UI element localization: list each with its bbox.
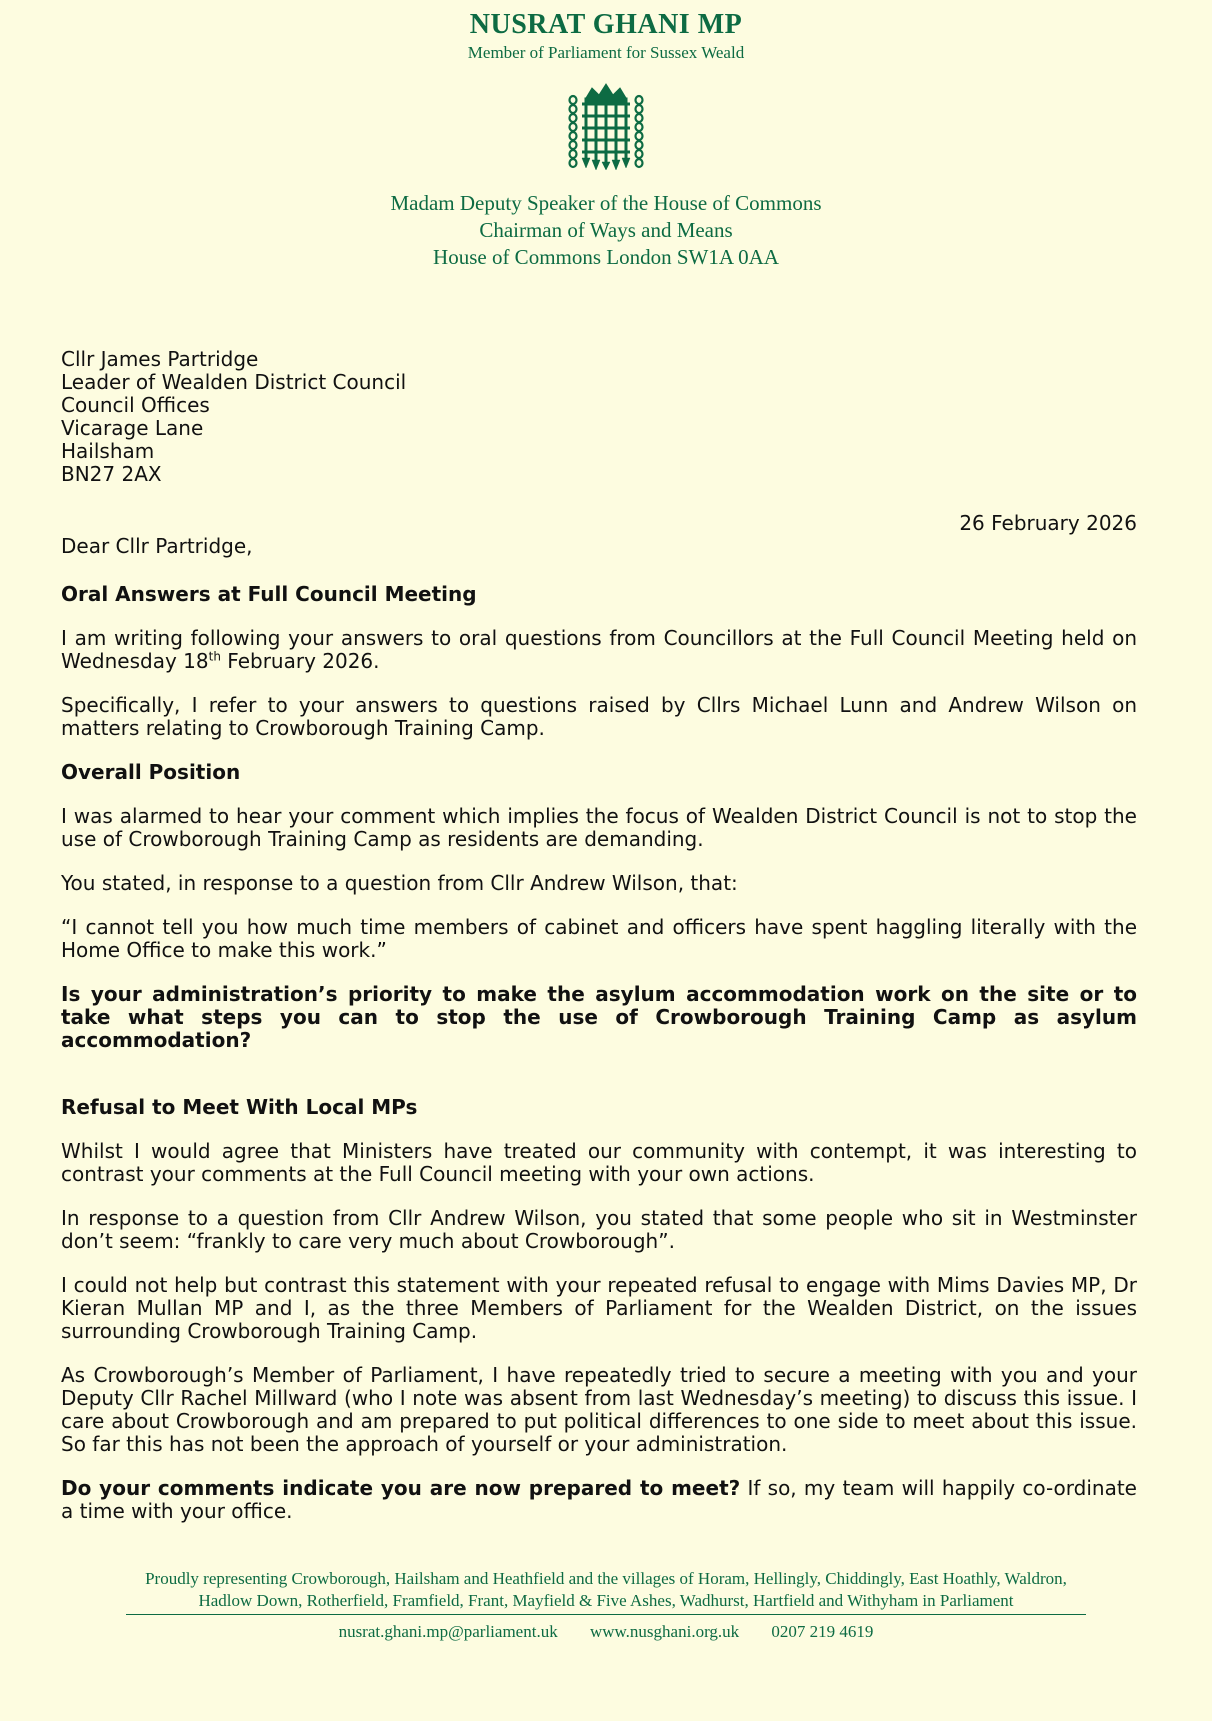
section-heading: Overall Position <box>61 760 241 784</box>
address-line: Hailsham <box>61 439 155 463</box>
mp-role: Member of Parliament for Sussex Weald <box>467 43 745 62</box>
letter-body <box>61 535 1137 1523</box>
footer <box>0 1568 1212 1643</box>
paragraph: You stated, in response to a question from Cllr Andrew Wilson, that: <box>61 871 738 895</box>
paragraph-text: If so, my team will happily co-ordinate a time with your office. <box>61 1476 1137 1523</box>
paragraph-text: February 2026. <box>220 649 380 673</box>
paragraph: In response to a question from Cllr Andrew Wilson, you stated that some people who sit in Westminster don’t seem: “frankly to care very much about Crowborough”. <box>61 1206 1137 1253</box>
paragraph-text: I am writing following your answers to oral questions from Councillors at the Full Council Meeting held on Wednesday 18 <box>61 626 1137 673</box>
address-line: Cllr James Partridge <box>61 347 259 371</box>
ordinal-suffix: th <box>208 649 221 664</box>
website-link[interactable]: www.nusghani.org.uk <box>589 1622 740 1641</box>
letterhead <box>0 8 1212 271</box>
office-line: Madam Deputy Speaker of the House of Commons <box>390 191 822 215</box>
meeting-question: Do your comments indicate you are now prepared to meet? <box>61 1476 741 1500</box>
address-line: BN27 2AX <box>61 462 162 486</box>
portcullis-icon <box>568 82 644 170</box>
paragraph: As Crowborough’s Member of Parliament, I have repeatedly tried to secure a meeting with you and your Deputy Cllr Rachel Millward (who I note was absent from last Wednesday’s meeting) to discuss this issue. I care about Crowborough and am prepared to put political differences to one side to meet about this issue. So far this has not been the approach of yourself or your administration. <box>61 1363 1137 1456</box>
address-line: Leader of Wealden District Council <box>61 370 407 394</box>
paragraph: Specifically, I refer to your answers to questions raised by Cllrs Michael Lunn and Andrew Wilson on matters relating to Crowborough Training Camp. <box>61 693 1137 740</box>
address-line: Council Offices <box>61 393 210 417</box>
office-line: Chairman of Ways and Means <box>479 218 733 242</box>
footer-divider <box>126 1614 1086 1615</box>
email-link[interactable]: nusrat.ghani.mp@parliament.uk <box>338 1622 558 1641</box>
paragraph <box>61 627 1137 673</box>
paragraph: Whilst I would agree that Ministers have treated our community with contempt, it was interesting to contrast your comments at the Full Council meeting with your own actions. <box>61 1139 1137 1186</box>
paragraph <box>61 1477 1137 1523</box>
section-heading: Oral Answers at Full Council Meeting <box>61 582 477 606</box>
quotation: “I cannot tell you how much time members of cabinet and officers have spent haggling literally with the Home Office to make this work.” <box>61 915 1137 962</box>
contact-details <box>0 1621 1212 1643</box>
office-block <box>0 190 1212 271</box>
key-question: Is your administration’s priority to make the asylum accommodation work on the site or to take what steps you can to stop the use of Crowborough Training Camp as asylum accommodation? <box>61 982 1137 1052</box>
constituency-statement: Proudly representing Crowborough, Hailsham and Heathfield and the villages of Horam, Hellingly, Chiddingly, East Hoathly, Waldron, Hadlow Down, Rotherfield, Framfield, Frant, Mayfield & Five Ashes, Wadhurst, Hartfield and Withyham in Parliament <box>145 1569 1067 1610</box>
office-line: House of Commons London SW1A 0AA <box>433 245 779 269</box>
mp-name: NUSRAT GHANI MP <box>469 9 743 40</box>
salutation: Dear Cllr Partridge, <box>61 534 253 558</box>
address-line: Vicarage Lane <box>61 416 204 440</box>
letter-date: 26 February 2026 <box>959 511 1137 535</box>
recipient-address <box>61 348 406 486</box>
paragraph: I could not help but contrast this statement with your repeated refusal to engage with Mims Davies MP, Dr Kieran Mullan MP and I, as the three Members of Parliament for the Wealden District, on the issues surrounding Crowborough Training Camp. <box>61 1273 1137 1343</box>
phone-number: 0207 219 4619 <box>771 1622 874 1641</box>
section-heading: Refusal to Meet With Local MPs <box>61 1095 418 1119</box>
paragraph: I was alarmed to hear your comment which implies the focus of Wealden District Council is not to stop the use of Crowborough Training Camp as residents are demanding. <box>61 804 1137 851</box>
